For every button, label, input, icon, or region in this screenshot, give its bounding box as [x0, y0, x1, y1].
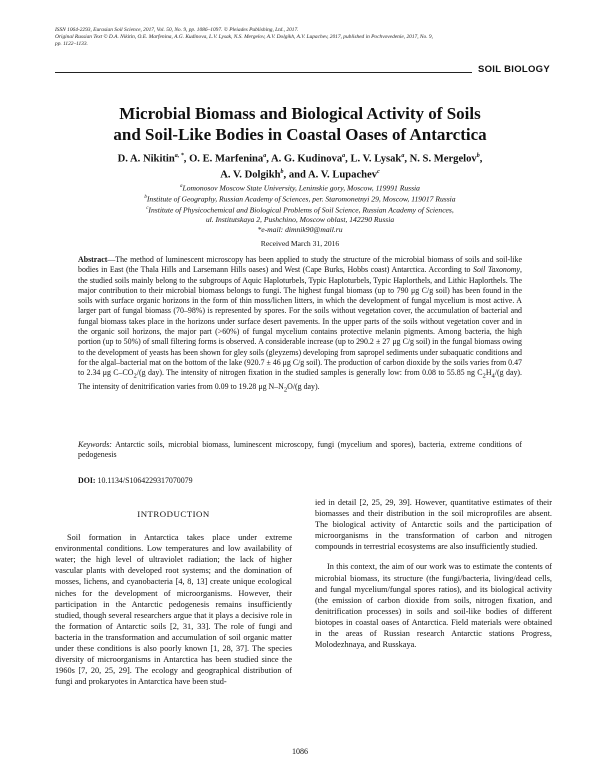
- author-affil-mark: a, *: [174, 153, 184, 159]
- affil-mark: a: [180, 184, 183, 189]
- abstract-emphasis: Soil Taxonomy: [473, 265, 521, 275]
- received-date: Received March 31, 2016: [260, 239, 340, 248]
- abstract-text: /(g day). The intensity of denitrification varies from 0.09 to 19.28 μg N–N: [78, 368, 522, 392]
- author-list: D. A. Nikitin$^{a, *}$, O. E. Marfenina$^a$, A. G. Kudinova$^a$, L. V. Lysak$^a$, N. S. Mergelov$^b$, A. V. Dolgikh$^b$, and A. V. Lupachev$^c$: [117, 153, 483, 181]
- affiliation-c-cont: ul. Institutskaya 2, Pushchino, Moscow oblast, 142290 Russia: [205, 215, 395, 225]
- abstract-text: /(g day). The intensity of nitrogen fixation in the studied samples is generally low: from 0.08 to 55.85 ng C: [136, 368, 483, 378]
- section-label: SOIL BIOLOGY: [472, 64, 550, 75]
- abstract-text: —The method of luminescent microscopy has been applied to study the structure of the microbial biomass of soils and soil-like bodies in East (the Thala Hills and Larsemann Hills oases) and West (Cape Burks, Hobbs coast) Antarctica. According to: [78, 255, 522, 275]
- author-affil-mark: b: [476, 153, 480, 159]
- subscript: 4: [491, 372, 495, 380]
- affil-mark: c: [146, 206, 149, 212]
- author-affil-mark: a: [263, 153, 267, 159]
- author-name: A. V. Dolgikh: [220, 169, 281, 181]
- column-right: [315, 497, 552, 650]
- affiliation-a: [55, 182, 545, 193]
- author-affil-mark: b: [280, 168, 284, 175]
- keywords: [78, 440, 522, 461]
- header-line-3: pp. 1122–1133.: [55, 41, 88, 48]
- paragraph: In this context, the aim of our work was to estimate the contents of microbial biomass, its structure (the fungi/bacteria, living/dead cells, and fungal mycelium/fungal spores ratios), and its biological activity (the emission of carbon dioxide from soils, nitrogen fixation, and denitrification processes) in soils and soil-like bodies of different biotopes in coastal oases of Antarctica. Field materials were obtained in the areas of Russian research Antarctic stations Progress, Molodezhnaya, and Russkaya.: [315, 562, 552, 650]
- title-line-1: Microbial Biomass and Biological Activity of Soils: [119, 104, 481, 123]
- paragraph: ied in detail [2, 25, 29, 39]. However, quantitative estimates of their biomasses and their distribution in the soil microprofiles are absent. The biological activity of Antarctic soils and the participation of microorganisms in the transformation of carbon and nitrogen compounds in terrestrial ecosystems are also insufficiently studied.: [315, 498, 552, 552]
- title-line-2: and Soil-Like Bodies in Coastal Oases of Antarctica: [113, 125, 487, 144]
- header-line-1: ISSN 1064-2293, Eurasian Soil Science, 2017, Vol. 50, No. 9, pp. 1086–1097. © Pleiades Publishing, Ltd., 2017.: [55, 27, 299, 33]
- author-name: A. V. Lupachev: [307, 169, 378, 181]
- subscript: 2: [482, 372, 486, 380]
- abstract-label: Abstract: [78, 255, 108, 264]
- affiliation-c: [55, 204, 545, 215]
- paragraph: Soil formation in Antarctica takes place under extreme environmental conditions. Low temperatures and low availability of water; the high level of ultraviolet radiation; the lack of higher vascular plants with developed root systems; and the domination of mosses, lichens, and cyanobacteria [4, 8, 13] create unique ecological niches for the development of microorganisms. However, their participation in the Antarctic pedogenesis remains insufficiently studied, though several researchers argue that it plays a decisive role in the formation of Antarctic soils [2, 31, 33]. The role of fungi and bacteria in the transformation and accumulation of soil organic matter under these conditions is also poorly known [1, 28, 37]. The species diversity of microorganisms in Antarctica has been studied since the 1960s [7, 20, 25, 29]. The ecology and geographical distribution of fungi and prokaryotes in Antarctica have been stud-: [55, 533, 292, 687]
- affil-text: Institute of Geography, Russian Academy of Sciences, per. Staromonetnyi 29, Moscow, 119017 Russia: [146, 194, 456, 204]
- subscript: 2: [283, 386, 288, 394]
- affil-mark: b: [144, 195, 147, 201]
- author-name: N. S. Mergelov: [409, 153, 477, 165]
- affil-text: Institute of Physicochemical and Biological Problems of Soil Science, Russian Academy of Sciences,: [148, 205, 454, 215]
- contact-email: *e-mail: dimnik90@mail.ru: [257, 224, 343, 234]
- author-affil-mark: c: [377, 168, 380, 175]
- section-heading: INTRODUCTION: [137, 509, 210, 519]
- author-affil-mark: a: [342, 153, 346, 159]
- keywords-label: Keywords:: [78, 440, 112, 449]
- author-name: O. E. Marfenina: [189, 153, 264, 165]
- affil-text: Lomonosov Moscow State University, Leninskie gory, Moscow, 119991 Russia: [182, 183, 420, 193]
- abstract-text: O/(g day).: [287, 382, 320, 392]
- journal-header: [55, 27, 555, 49]
- author-name: L. V. Lysak: [350, 153, 402, 165]
- author-affil-mark: a: [401, 153, 405, 159]
- abstract: [78, 255, 522, 396]
- doi-label: DOI:: [78, 476, 96, 485]
- doi: [78, 476, 193, 485]
- article-title: [55, 103, 545, 145]
- subscript: 2: [133, 372, 137, 380]
- abstract-text: , the studied soils mainly belong to the subgroups of Aquic Haploturbels, Typic Haploturbels, Typic Haplorthels, and Lithic Haplorthels. The major contribution to their microbial biomass belongs to fungi. The highest fungal biomass (up to 790 μg C/g soil) has been found in the soils with surface organic horizons in the form of thin moss/lichen litters, in which the development of fungal mycelium is most active. A larger part of fungal biomass (70–98%) is represented by spores. For the soils without vegetation cover, the accumulation of bacterial and fungal biomass takes place in the horizons under surface desert pavements. In the upper parts of the soils without vegetation cover and in the organic soil horizons, the major part (>60%) of fungal mycelium contains protective melanin pigments. Among bacteria, the high portion (up to 50%) of small filtering forms is observed. A considerable increase (up to 290.2 ± 27 μg C/g soil) in the fungal biomass owing to the development of yeasts has been shown for gley soils (gleyzems) developing from sapropel sediments under subaquatic conditions and for the algal–bacterial mat on the bottom of the lake (920.7 ± 46 μg C/g soil). The production of carbon dioxide by the soils varies from 0.47 to 2.34 μg C–CO: [78, 265, 522, 378]
- abstract-text: H: [485, 368, 492, 378]
- column-left: [55, 497, 292, 687]
- author-name: A. G. Kudinova: [270, 153, 343, 165]
- page-number: 1086: [292, 747, 308, 756]
- header-line-2: Original Russian Text © D.A. Nikitin, O.E. Marfenina, A.G. Kudinova, L.V. Lysak, N.S. Mergelov, A.V. Dolgikh, A.V. Lupachev, 2017, published in Pochvovedenie, 2017, No. 9,: [55, 34, 433, 41]
- affiliation-b: [55, 193, 545, 204]
- doi-value: 10.1134/S1064229317070079: [95, 476, 193, 485]
- author-name: D. A. Nikitin: [117, 153, 175, 165]
- affiliations: [55, 182, 545, 235]
- keywords-text: Antarctic soils, microbial biomass, luminescent microscopy, fungi (mycelium and spores), bacteria, extreme conditions of pedogenesis: [78, 440, 522, 460]
